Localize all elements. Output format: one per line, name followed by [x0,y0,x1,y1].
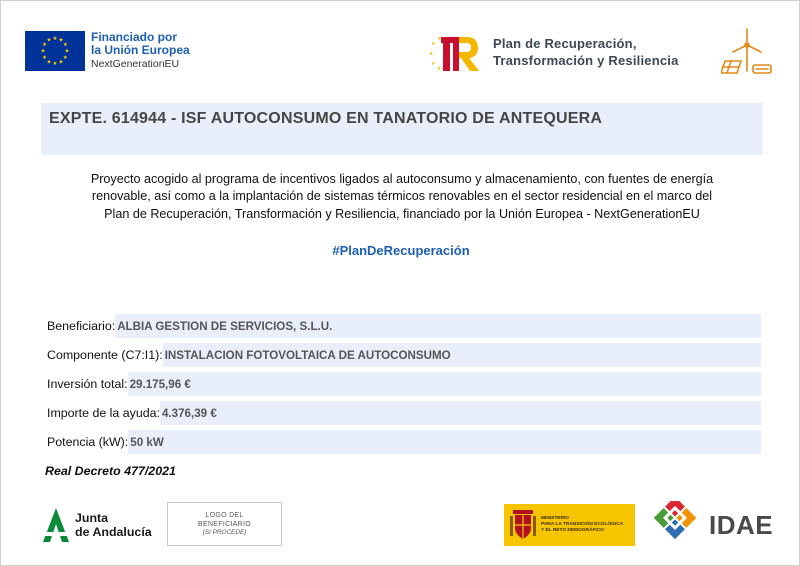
svg-text:★: ★ [46,37,52,44]
svg-text:★: ★ [52,61,58,67]
benef-line-3: (SI PROCEDE) [202,528,247,536]
junta-line-2: de Andalucía [75,525,152,539]
eu-line-1: Financiado por [91,30,178,45]
idae-mark-icon [645,501,705,549]
field-value: 50 kW [128,430,761,454]
ministry-line-1: MINISTERIO [541,516,569,522]
svg-text:★: ★ [429,51,434,57]
benef-line-1: LOGO DEL [205,511,244,519]
svg-text:★: ★ [431,61,436,67]
svg-text:★: ★ [62,55,68,61]
svg-text:★: ★ [64,48,70,55]
svg-text:★: ★ [431,41,436,47]
plan-line-1: Plan de Recuperación, [493,36,637,52]
description-line-2: renovable, así como a la implantación de sistemas térmicos renovables en el sector residencial en el marco del [91,189,713,204]
project-description [41,171,763,223]
field-component [45,343,761,367]
field-label: Beneficiario: [47,319,116,333]
field-label: Componente (C7:I1): [47,348,163,362]
svg-text:★: ★ [52,36,58,42]
ministry-line-3: Y EL RETO DEMOGRÁFICO [541,527,604,533]
field-value: ALBIA GESTION DE SERVICIOS, S.L.U. [115,314,761,338]
svg-text:★: ★ [437,36,442,42]
junta-mark-icon [41,506,71,544]
idae-logo [645,501,781,549]
svg-text:★: ★ [58,59,64,66]
description-line-1: Proyecto acogido al programa de incentivos ligados al autoconsumo y almacenamiento, con fuentes de energía [90,172,714,186]
benef-line-2: BENEFICIARIO [198,520,251,528]
solar-wind-icon [721,25,773,77]
svg-text:★: ★ [437,66,442,72]
royal-decree: Real Decreto 477/2021 [45,464,176,478]
svg-text:★: ★ [58,37,64,44]
project-title: EXPTE. 614944 - ISF AUTOCONSUMO EN TANATORIO DE ANTEQUERA [49,110,603,127]
svg-text:★: ★ [40,48,46,55]
prtr-mark-icon [429,31,483,75]
field-label: Importe de la ayuda: [47,406,160,420]
field-value: INSTALACION FOTOVOLTAICA DE AUTOCONSUMO [163,343,761,367]
field-value: 4.376,39 € [160,401,761,425]
eu-funding-logo [25,31,190,71]
plan-line-2: Transformación y Resiliencia [493,53,679,68]
field-aid-amount [45,401,761,425]
description-line-3: Plan de Recuperación, Transformación y Resiliencia, financiado por la Unión Europea - NextGenerationEU [104,206,700,221]
eu-flag-icon [25,31,85,71]
eu-line-3: NextGenerationEU [91,58,180,71]
svg-text:★: ★ [46,59,52,66]
junta-andalucia-logo [41,503,159,547]
beneficiary-logo-placeholder [167,502,282,546]
field-label: Inversión total: [47,377,128,391]
svg-text:★: ★ [42,41,48,48]
junta-line-1: Junta [75,510,109,525]
svg-text:★: ★ [62,41,68,48]
field-total-investment [45,372,761,396]
title-band [41,103,763,155]
recovery-plan-logo [429,31,679,75]
idae-wordmark: IDAE [709,509,774,540]
hashtag: #PlanDeRecuperación [332,243,470,258]
ministry-logo [504,504,635,546]
field-beneficiary [45,314,761,338]
svg-text:★: ★ [42,55,48,61]
eu-line-2: la Unión Europea [91,43,190,58]
coat-of-arms-icon [510,508,536,542]
ministry-line-2: PARA LA TRANSICIÓN ECOLÓGICA [541,522,624,527]
field-label: Potencia (kW): [47,435,129,449]
field-power [45,430,761,454]
field-value: 29.175,96 € [128,372,761,396]
